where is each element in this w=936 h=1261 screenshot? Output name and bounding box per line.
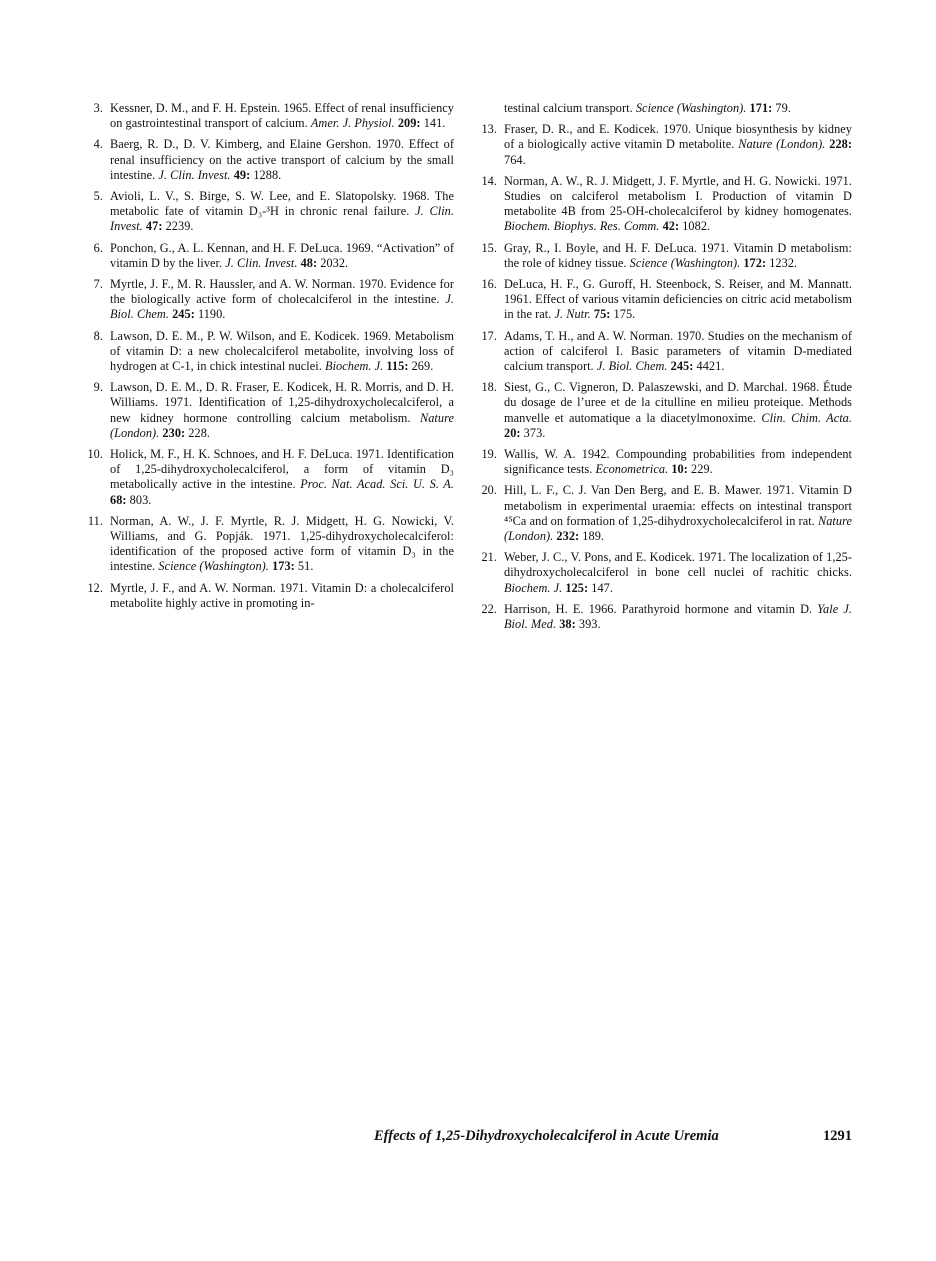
volume: 47:	[145, 219, 163, 234]
reference-number: 17.	[481, 328, 497, 343]
reference-segment: Holick, M. F., H. K. Schnoes, and H. F. DeLuca. 1971. Identification of 1,25-dihydroxycholecalciferol, a form of vitamin D₃ metabolically active in the intestine.	[110, 447, 454, 492]
reference-entry	[80, 581, 454, 611]
reference-segment: Weber, J. C., V. Pons, and E. Kodicek. 1971. The localization of 1,25-dihydroxycholecalciferol in bone cell nuclei of rachitic chicks.	[504, 550, 852, 580]
reference-segment: 393.	[575, 617, 601, 632]
reference-segment: 79.	[772, 101, 791, 115]
journal-name: J. Clin. Invest.	[110, 204, 455, 234]
journal-name: Science (Washington).	[635, 101, 747, 115]
reference-entry	[474, 380, 852, 441]
reference-segment: testinal calcium transport.	[504, 101, 636, 115]
reference-entry	[474, 550, 852, 596]
journal-name: Nature (London).	[738, 137, 826, 152]
running-title: Effects of 1,25-Dihydroxycholecalciferol in Acute Uremia	[374, 1128, 719, 1144]
reference-entry	[80, 137, 454, 183]
reference-number: 21.	[481, 550, 497, 565]
reference-number: 3.	[93, 101, 103, 115]
reference-number: 8.	[93, 328, 103, 343]
reference-entry	[474, 122, 852, 168]
volume: 230:	[162, 425, 186, 440]
reference-entry	[80, 447, 454, 508]
reference-text	[110, 101, 454, 131]
volume: 68:	[110, 492, 127, 507]
journal-name: Biochem. J.	[504, 580, 563, 595]
reference-segment: 373.	[520, 425, 546, 440]
reference-segment: 269.	[408, 359, 434, 374]
reference-entry	[474, 241, 852, 271]
reference-segment: Ponchon, G., A. L. Kennan, and H. F. DeLuca. 1969. “Activation” of vitamin D by the liver.	[110, 240, 454, 270]
reference-entry	[474, 174, 852, 235]
volume: 115:	[386, 359, 409, 374]
reference-text	[110, 447, 454, 508]
reference-segment: Gray, R., I. Boyle, and H. F. DeLuca. 1971. Vitamin D metabolism: the role of kidney tissue.	[504, 240, 852, 270]
reference-segment: 229.	[687, 462, 713, 477]
reference-segment: 141.	[420, 116, 446, 131]
reference-segment: 1190.	[194, 307, 226, 322]
reference-number: 11.	[87, 513, 103, 528]
volume: 125:	[565, 580, 589, 595]
journal-name: Yale J. Biol. Med.	[504, 601, 852, 632]
reference-entry	[80, 241, 454, 271]
volume: 232:	[556, 529, 580, 544]
reference-text	[504, 329, 852, 375]
reference-segment: Lawson, D. E. M., D. R. Fraser, E. Kodicek, H. R. Morris, and D. H. Williams. 1971. Identification of 1,25-dihydroxycholecalciferol, a new kidney hormone controlling calcium metabolism.	[110, 380, 454, 425]
volume: 245:	[172, 307, 195, 322]
reference-number: 19.	[481, 447, 497, 462]
journal-name: J. Clin. Invest.	[225, 255, 298, 270]
reference-segment: 4421.	[693, 359, 725, 374]
reference-segment: Fraser, D. R., and E. Kodicek. 1970. Unique biosynthesis by kidney of a biologically active vitamin D metabolite.	[504, 122, 852, 152]
volume: 75:	[593, 307, 611, 322]
reference-segment: Hill, L. F., C. J. Van Den Berg, and E. B. Mawer. 1971. Vitamin D metabolism in experimental uraemia: effects on intestinal transport ⁴⁵Ca and on formation of 1,25-dihydroxycholecalciferol in rat.	[504, 483, 852, 528]
reference-text	[504, 277, 852, 323]
reference-text	[504, 602, 852, 632]
reference-text	[504, 483, 852, 544]
reference-number: 22.	[481, 601, 497, 616]
page-footer	[374, 1128, 852, 1145]
reference-text	[110, 277, 454, 323]
journal-name: Econometrica.	[595, 462, 669, 477]
reference-number: 16.	[481, 277, 497, 292]
reference-segment: Norman, A. W., J. F. Myrtle, R. J. Midgett, H. G. Nowicki, V. Williams, and G. Popják. 1971. 1,25-dihydroxycholecalciferol: identification of the proposed active form of vitamin D₃ in the intestine.	[110, 513, 454, 574]
volume: 48:	[300, 255, 318, 270]
page-number: 1291	[823, 1128, 852, 1144]
reference-segment: 1082.	[679, 219, 711, 234]
journal-name: J. Biol. Chem.	[110, 292, 454, 322]
reference-segment: 1232.	[766, 255, 798, 270]
reference-number: 13.	[481, 122, 497, 137]
reference-text	[474, 101, 852, 116]
reference-number: 10.	[87, 447, 103, 462]
reference-text	[110, 514, 454, 575]
reference-entry	[80, 514, 454, 575]
reference-segment: Baerg, R. D., D. V. Kimberg, and Elaine Gershon. 1970. Effect of renal insufficiency on the active transport of calcium by the small intestine.	[110, 137, 454, 182]
reference-segment: 147.	[588, 580, 613, 595]
volume: 209:	[397, 116, 421, 131]
reference-entry	[474, 483, 852, 544]
reference-segment: Harrison, H. E. 1966. Parathyroid hormone and vitamin D.	[504, 601, 818, 616]
reference-text	[110, 189, 454, 235]
reference-segment: 803.	[126, 492, 152, 507]
reference-entry	[474, 447, 852, 477]
journal-name: Proc. Nat. Acad. Sci. U. S. A.	[300, 477, 454, 492]
reference-number: 15.	[481, 240, 497, 255]
reference-segment: 764.	[504, 152, 526, 167]
reference-text	[110, 380, 454, 441]
reference-number: 6.	[93, 240, 103, 255]
volume: 171:	[749, 101, 773, 115]
volume: 38:	[559, 617, 576, 632]
reference-entry	[80, 329, 454, 375]
reference-segment: Kessner, D. M., and F. H. Epstein. 1965. Effect of renal insufficiency on gastrointestinal transport of calcium.	[110, 101, 454, 131]
reference-segment: Norman, A. W., R. J. Midgett, J. F. Myrtle, and H. G. Nowicki. 1971. Studies on calciferol metabolism I. Production of vitamin D metabolite 4B from 25-OH-cholecalciferol by kidney homogenates.	[504, 173, 852, 219]
reference-text	[504, 550, 852, 596]
reference-entry	[474, 329, 852, 375]
reference-segment: DeLuca, H. F., G. Guroff, H. Steenbock, S. Reiser, and M. Mannatt. 1961. Effect of various vitamin deficiencies on citric acid metabolism in the rat.	[504, 277, 852, 322]
journal-name: Science (Washington).	[629, 255, 741, 270]
reference-text	[110, 241, 454, 271]
journal-name: J. Nutr.	[554, 307, 591, 322]
reference-entry	[474, 277, 852, 323]
reference-entry	[80, 189, 454, 235]
reference-text	[110, 137, 454, 183]
reference-entry	[474, 101, 852, 116]
reference-text	[110, 329, 454, 375]
reference-segment: Siest, G., C. Vigneron, D. Palaszewski, and D. Marchal. 1968. Étude du dosage de l’uree et de la citulline en milieu proteique. Methods manvelle et automatique a la diacetylmonoxime.	[504, 380, 852, 425]
reference-segment: Myrtle, J. F., and A. W. Norman. 1971. Vitamin D: a cholecalciferol metabolite highly active in promoting in-	[110, 580, 454, 610]
volume: 172:	[743, 255, 767, 270]
reference-segment: Myrtle, J. F., M. R. Haussler, and A. W. Norman. 1970. Evidence for the biologically active form of cholecalciferol in the intestine.	[110, 277, 454, 307]
volume: 49:	[233, 167, 251, 182]
reference-segment: Lawson, D. E. M., P. W. Wilson, and E. Kodicek. 1969. Metabolism of vitamin D: a new cholecalciferol metabolite, involving loss of hydrogen at C-1, in chick intestinal nuclei.	[110, 328, 454, 374]
reference-entry	[80, 277, 454, 323]
reference-entry	[474, 602, 852, 632]
reference-number: 7.	[93, 277, 103, 292]
volume: 228:	[829, 137, 852, 152]
journal-name: Nature (London).	[110, 410, 454, 440]
volume: 42:	[662, 219, 680, 234]
journal-name: J. Clin. Invest.	[158, 167, 231, 182]
reference-number: 5.	[93, 189, 103, 204]
reference-segment: 189.	[579, 529, 605, 544]
reference-segment: 228.	[185, 425, 211, 440]
volume: 173:	[272, 559, 295, 574]
reference-segment: Wallis, W. A. 1942. Compounding probabilities from independent significance tests.	[504, 447, 852, 477]
reference-segment: 2239.	[162, 219, 194, 234]
reference-text	[110, 581, 454, 611]
reference-text	[504, 174, 852, 235]
reference-text	[504, 447, 852, 477]
reference-text	[504, 380, 852, 441]
reference-segment: 1288.	[250, 167, 282, 182]
volume: 245:	[670, 359, 694, 374]
journal-name: Clin. Chim. Acta.	[761, 410, 852, 425]
references-column-left	[80, 101, 454, 617]
reference-text	[504, 241, 852, 271]
reference-number: 14.	[481, 173, 497, 188]
reference-number: 12.	[87, 580, 103, 595]
reference-segment: Avioli, L. V., S. Birge, S. W. Lee, and E. Slatopolsky. 1968. The metabolic fate of vitamin D₃-³H in chronic renal failure.	[110, 189, 454, 219]
reference-entry	[80, 101, 454, 131]
reference-number: 18.	[481, 380, 497, 395]
volume: 10:	[671, 462, 688, 477]
journal-name: Biochem. Biophys. Res. Comm.	[504, 219, 660, 234]
reference-entry	[80, 380, 454, 441]
journal-name: J. Biol. Chem.	[596, 359, 668, 374]
references-column-right	[474, 101, 852, 638]
journal-name: Nature (London).	[504, 513, 852, 544]
reference-segment: 51.	[294, 559, 314, 574]
reference-number: 20.	[481, 483, 497, 498]
reference-segment: Adams, T. H., and A. W. Norman. 1970. Studies on the mechanism of action of calciferol I. Basic parameters of vitamin D-mediated calcium transport.	[504, 328, 852, 374]
journal-name: Amer. J. Physiol.	[310, 116, 395, 131]
volume: 20:	[504, 425, 521, 440]
reference-segment: 2032.	[317, 255, 349, 270]
journal-name: Science (Washington).	[158, 559, 269, 574]
journal-name: Biochem. J.	[325, 359, 384, 374]
reference-number: 9.	[93, 380, 103, 395]
reference-number: 4.	[93, 137, 103, 152]
reference-segment: 175.	[610, 307, 636, 322]
reference-text	[504, 122, 852, 168]
